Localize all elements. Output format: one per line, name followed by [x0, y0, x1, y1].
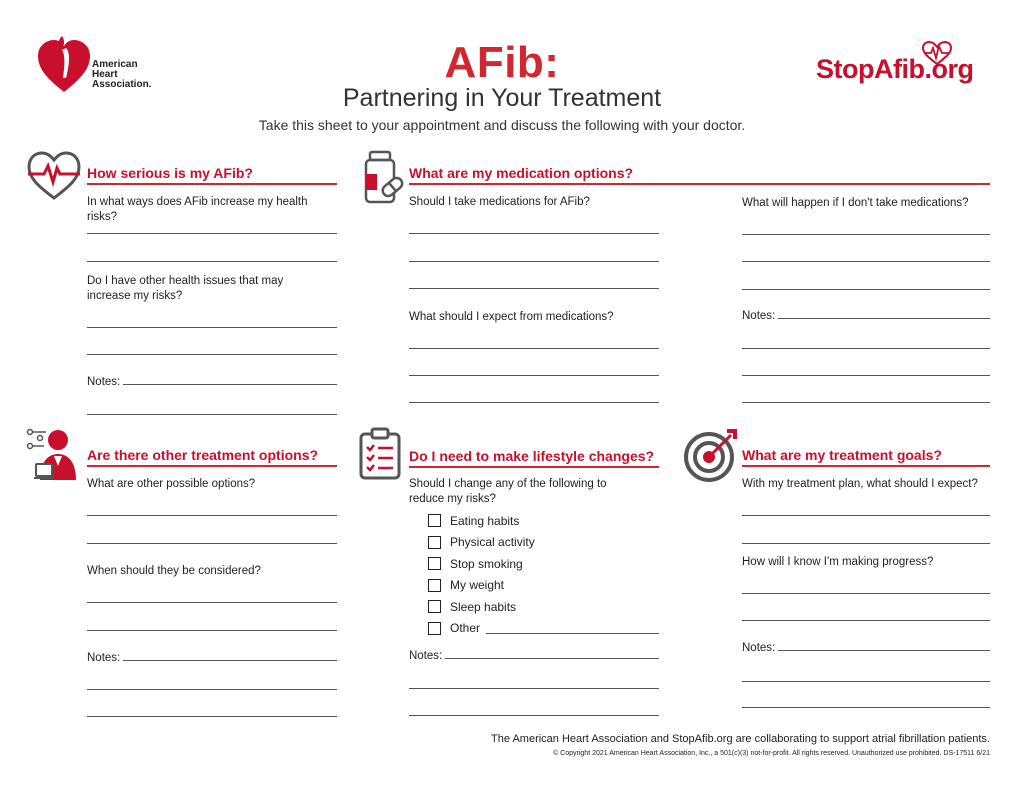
checkbox[interactable] [428, 536, 441, 549]
checkbox-physical-activity[interactable] [428, 532, 659, 554]
answer-line[interactable] [742, 620, 990, 621]
footer-collaboration: The American Heart Association and StopAfib.org are collaborating to support atrial fibrillation patients. [491, 733, 990, 745]
notes-line[interactable] [445, 658, 659, 659]
notes-line[interactable] [123, 384, 337, 385]
checkbox-stop-smoking[interactable] [428, 553, 659, 575]
checkbox[interactable] [428, 600, 441, 613]
answer-line[interactable] [87, 354, 337, 355]
notes-line[interactable] [123, 660, 337, 661]
notes-line[interactable] [778, 318, 990, 319]
answer-line[interactable] [742, 543, 990, 544]
other-line[interactable] [486, 633, 659, 634]
question-serious-2: Do I have other health issues that may increase my risks? [87, 275, 284, 302]
answer-line[interactable] [87, 543, 337, 544]
checkbox-label: Other [450, 621, 481, 636]
lifestyle-checklist [428, 510, 659, 639]
answer-line[interactable] [409, 233, 659, 234]
notes-medication[interactable] [742, 310, 990, 322]
answer-line[interactable] [742, 234, 990, 235]
notes-line[interactable] [778, 650, 990, 651]
answer-line[interactable] [87, 233, 337, 234]
checkbox-label: Physical activity [450, 535, 535, 550]
answer-line[interactable] [742, 289, 990, 290]
question-medication-1: Should I take medications for AFib? [409, 196, 590, 208]
aha-line-2: Heart [92, 69, 118, 80]
notes-goals[interactable] [742, 642, 990, 654]
question-medication-3: What will happen if I don't take medications? [742, 197, 969, 209]
checkbox-label: My weight [450, 578, 505, 593]
notes-label: Notes: [742, 310, 776, 322]
answer-line[interactable] [742, 375, 990, 376]
doctor-icon [24, 426, 80, 482]
answer-line[interactable] [409, 715, 659, 716]
answer-line[interactable] [87, 327, 337, 328]
page-subtitle: Partnering in Your Treatment [342, 84, 662, 112]
heart-pulse-icon [26, 148, 82, 204]
answer-line[interactable] [87, 515, 337, 516]
checkbox[interactable] [428, 514, 441, 527]
page-title: AFib: [444, 38, 560, 87]
section-rule [409, 466, 659, 468]
answer-line[interactable] [409, 288, 659, 289]
stopafib-wordmark: StopAfib.org [816, 54, 974, 84]
notes-lifestyle[interactable] [409, 650, 659, 662]
section-title-other-treatment: Are there other treatment options? [87, 447, 319, 463]
target-icon [683, 427, 739, 483]
notes-serious[interactable] [87, 376, 337, 388]
answer-line[interactable] [742, 515, 990, 516]
answer-line[interactable] [742, 593, 990, 594]
answer-line[interactable] [409, 402, 659, 403]
footer-copyright: © Copyright 2021 American Heart Association, Inc., a 501(c)(3) not-for-profit. All rights reserved. Unauthorized use prohibited. DS-17511 6/21 [553, 750, 990, 757]
clipboard-checklist-icon [358, 427, 402, 481]
checkbox-my-weight[interactable] [428, 575, 659, 597]
section-title-lifestyle: Do I need to make lifestyle changes? [409, 448, 655, 464]
question-goals-1: With my treatment plan, what should I expect? [742, 478, 978, 490]
answer-line[interactable] [87, 414, 337, 415]
answer-line[interactable] [409, 375, 659, 376]
section-rule [87, 183, 337, 185]
answer-line[interactable] [87, 689, 337, 690]
section-rule [87, 465, 337, 467]
page-description: Take this sheet to your appointment and discuss the following with your doctor. [258, 117, 746, 133]
answer-line[interactable] [87, 716, 337, 717]
checkbox-label: Sleep habits [450, 599, 517, 614]
answer-line[interactable] [409, 348, 659, 349]
checkbox-label: Eating habits [450, 513, 520, 528]
section-rule [742, 465, 990, 467]
answer-line[interactable] [742, 681, 990, 682]
section-rule [409, 183, 990, 185]
answer-line[interactable] [87, 630, 337, 631]
answer-line[interactable] [87, 261, 337, 262]
answer-line[interactable] [87, 602, 337, 603]
section-title-goals: What are my treatment goals? [742, 447, 942, 463]
question-other-1: What are other possible options? [87, 478, 256, 490]
section-title-serious: How serious is my AFib? [87, 165, 253, 181]
answer-line[interactable] [742, 261, 990, 262]
medicine-bottle-icon [360, 150, 408, 206]
question-serious-1: In what ways does AFib increase my health risks? [87, 196, 308, 223]
aha-line-3: Association. [92, 79, 152, 90]
answer-line[interactable] [409, 688, 659, 689]
question-goals-2: How will I know I'm making progress? [742, 556, 934, 568]
notes-label: Notes: [742, 642, 776, 654]
question-other-2: When should they be considered? [87, 565, 261, 577]
question-medication-2: What should I expect from medications? [409, 311, 614, 323]
answer-line[interactable] [742, 707, 990, 708]
notes-label: Notes: [87, 376, 121, 388]
checkbox-other[interactable] [428, 618, 659, 640]
answer-line[interactable] [409, 261, 659, 262]
notes-label: Notes: [409, 650, 443, 662]
checkbox-sleep-habits[interactable] [428, 596, 659, 618]
section-title-medication: What are my medication options? [409, 165, 634, 181]
checkbox[interactable] [428, 579, 441, 592]
answer-line[interactable] [742, 348, 990, 349]
checkbox[interactable] [428, 557, 441, 570]
checkbox-label: Stop smoking [450, 556, 523, 571]
answer-line[interactable] [742, 402, 990, 403]
checkbox[interactable] [428, 622, 441, 635]
question-lifestyle-1: Should I change any of the following to reduce my risks? [409, 478, 607, 505]
notes-other[interactable] [87, 652, 337, 664]
heart-pulse-icon [920, 40, 954, 66]
notes-label: Notes: [87, 652, 121, 664]
aha-line-1: American [92, 59, 138, 70]
stopafib-logo [816, 40, 996, 90]
checkbox-eating-habits[interactable] [428, 510, 659, 532]
